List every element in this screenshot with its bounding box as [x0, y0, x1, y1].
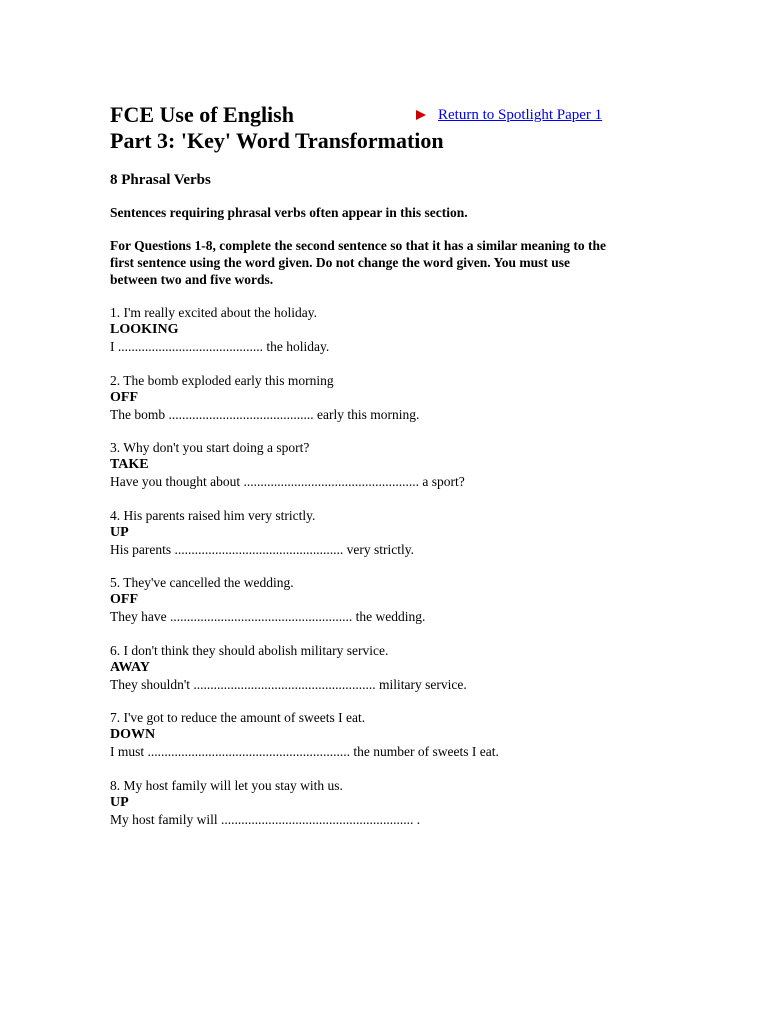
- return-link-label: Return to Spotlight Paper 1: [438, 107, 603, 123]
- question-3: [110, 439, 630, 490]
- arrow-right-icon: [416, 110, 426, 120]
- question-4: [110, 507, 630, 558]
- question-answer-line: My host family will ......................................................... .: [110, 811, 421, 827]
- question-keyword: UP: [110, 794, 129, 810]
- question-prompt: 7. I've got to reduce the amount of sweets I eat.: [110, 710, 366, 725]
- question-answer-line: They shouldn't ...................................................... military service.: [110, 676, 467, 692]
- title-block: [110, 102, 630, 154]
- instructions-text: For Questions 1-8, complete the second sentence so that it has a similar meaning to the first sentence using the word given. Do not change the word given. You must use between two and five words.: [110, 238, 606, 287]
- question-answer-line: I ........................................... the holiday.: [110, 339, 330, 354]
- question-keyword: AWAY: [110, 659, 150, 675]
- question-7: [110, 709, 630, 760]
- question-keyword: OFF: [110, 592, 138, 607]
- question-2: [110, 372, 630, 423]
- question-keyword: TAKE: [110, 457, 149, 472]
- question-1: [110, 304, 630, 355]
- question-prompt: 6. I don't think they should abolish military service.: [110, 642, 389, 658]
- page-subtitle: Part 3: 'Key' Word Transformation: [110, 128, 444, 153]
- question-keyword: OFF: [110, 389, 138, 405]
- intro-text: Sentences requiring phrasal verbs often appear in this section.: [110, 205, 468, 220]
- question-prompt: 5. They've cancelled the wedding.: [110, 575, 294, 590]
- question-answer-line: I must ............................................................ the number of sweets I eat.: [110, 744, 499, 759]
- question-prompt: 8. My host family will let you stay with us.: [110, 777, 343, 793]
- question-list: [110, 304, 630, 828]
- question-prompt: 2. The bomb exploded early this morning: [110, 372, 334, 388]
- question-prompt: 1. I'm really excited about the holiday.: [110, 305, 317, 320]
- question-prompt: 3. Why don't you start doing a sport?: [110, 440, 310, 455]
- question-answer-line: The bomb ........................................... early this morning.: [110, 406, 420, 422]
- worksheet: [110, 102, 630, 844]
- question-prompt: 4. His parents raised him very strictly.: [110, 507, 316, 523]
- question-answer-line: His parents .................................................. very strictly.: [110, 541, 414, 557]
- question-answer-line: Have you thought about .................................................... a sport?: [110, 474, 465, 489]
- question-keyword: DOWN: [110, 727, 156, 742]
- question-keyword: UP: [110, 524, 129, 540]
- question-5: [110, 574, 630, 625]
- question-6: [110, 642, 630, 693]
- page-title: FCE Use of English: [110, 102, 294, 127]
- section-heading: 8 Phrasal Verbs: [110, 172, 211, 188]
- return-to-spotlight-link[interactable]: [416, 106, 602, 124]
- question-8: [110, 777, 630, 828]
- question-keyword: LOOKING: [110, 322, 179, 337]
- question-answer-line: They have ...................................................... the wedding.: [110, 609, 426, 624]
